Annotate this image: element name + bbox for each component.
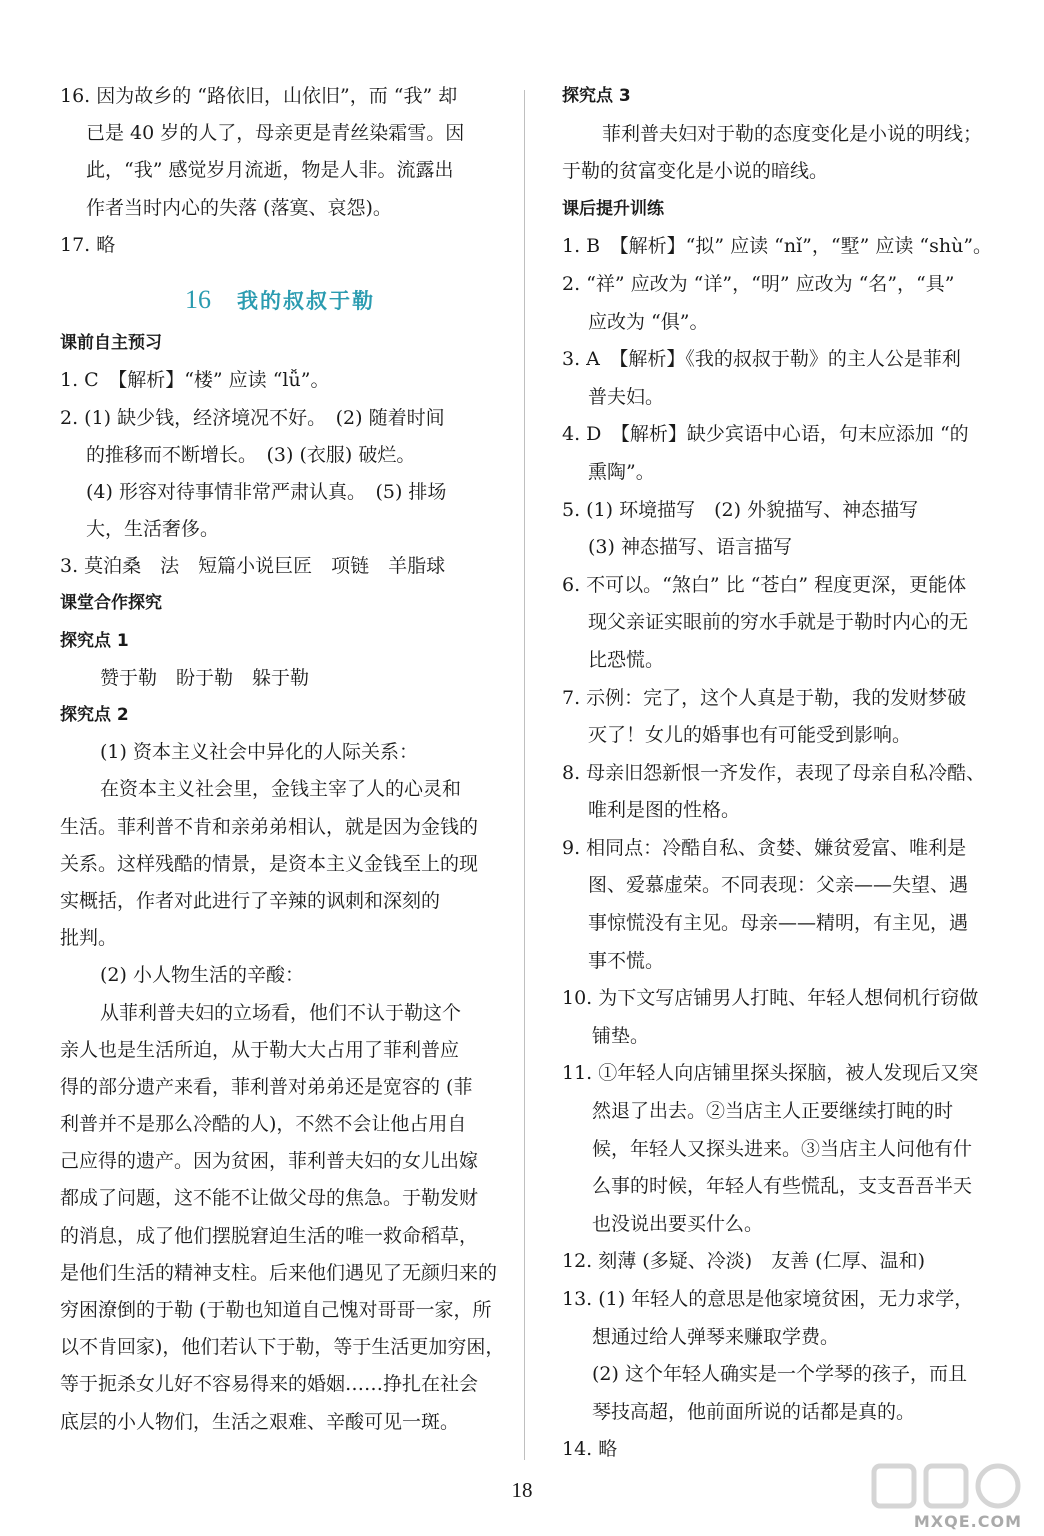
text-line: 从菲利普夫妇的立场看，他们不认于勒这个 xyxy=(100,1001,462,1024)
text-line: 6. 不可以。“煞白” 比 “苍白” 程度更深，更能体 xyxy=(562,573,967,596)
text-line: 灭了！女儿的婚事也有可能受到影响。 xyxy=(588,724,912,747)
text-line: 4. D 【解析】缺少宾语中心语，句末应添加 “的 xyxy=(562,423,969,446)
text-line: 3. 莫泊桑 法 短篇小说巨匠 项链 羊脂球 xyxy=(60,555,446,578)
text-line: 12. 刻薄 (多疑、冷淡) 友善 (仁厚、温和) xyxy=(562,1250,925,1273)
lesson-number: 16 xyxy=(185,284,211,314)
text-line: 菲利普夫妇对于勒的态度变化是小说的明线； xyxy=(602,122,983,145)
text-line: 唯利是图的性格。 xyxy=(588,799,741,822)
text-line: 3. A 【解析】《我的叔叔于勒》的主人公是菲利 xyxy=(562,348,961,371)
text-line: (3) 神态描写、语言描写 xyxy=(588,536,792,559)
text-line: 11. ①年轻人向店铺里探头探脑，被人发现后又突 xyxy=(562,1062,979,1085)
text-line: 的推移而不断增长。 (3) (衣服) 破烂。 xyxy=(86,443,416,466)
text-line: 以不肯回家)，他们若认下于勒，等于生活更加穷困， xyxy=(60,1336,505,1359)
text-line: 么事的时候，年轻人有些慌乱，支支吾吾半天 xyxy=(592,1175,973,1198)
text-line: 实概括，作者对此进行了辛辣的讽刺和深刻的 xyxy=(60,889,441,912)
text-line: (2) 这个年轻人确实是一个学琴的孩子，而且 xyxy=(592,1363,967,1386)
text-line: 7. 示例：完了，这个人真是于勒，我的发财梦破 xyxy=(562,686,967,709)
text-line: 关系。这样残酷的情景，是资本主义金钱至上的现 xyxy=(60,852,479,875)
text-line: 5. (1) 环境描写 (2) 外貌描写、神态描写 xyxy=(562,498,919,521)
text-line: 都成了问题，这不能不让做父母的焦急。于勒发财 xyxy=(60,1187,479,1210)
text-line: 也没说出要买什么。 xyxy=(592,1212,764,1235)
text-line: (1) 资本主义社会中异化的人际关系： xyxy=(100,741,418,764)
left-column xyxy=(60,78,505,1441)
text-line: 己应得的遗产。因为贫困，菲利普夫妇的女儿出嫁 xyxy=(60,1150,479,1173)
text-line: 批判。 xyxy=(60,927,118,950)
text-line: 现父亲证实眼前的穷水手就是于勒时内心的无 xyxy=(588,611,969,634)
text-line: 比恐慌。 xyxy=(588,648,665,671)
text-line: 1. C 【解析】“楼” 应读 “lǚ”。 xyxy=(60,369,330,392)
text-line: 候，年轻人又探头进来。③当店主人问他有什 xyxy=(592,1137,973,1160)
text-line: 利普并不是那么冷酷的人)，不然不会让他占用自 xyxy=(60,1113,467,1136)
text-line: 在资本主义社会里，金钱主宰了人的心灵和 xyxy=(100,778,462,801)
column-divider xyxy=(524,90,525,1460)
text-line: 10. 为下文写店铺男人打盹、年轻人想伺机行窃做 xyxy=(562,987,979,1010)
text-line: 普夫妇。 xyxy=(588,385,665,408)
lesson-title xyxy=(60,274,500,325)
text-line: 13. (1) 年轻人的意思是他家境贫困，无力求学， xyxy=(562,1288,974,1310)
text-line: 铺垫。 xyxy=(592,1024,650,1047)
text-line: 底层的小人物们，生活之艰难、辛酸可见一斑。 xyxy=(60,1410,460,1433)
text-line: 穷困潦倒的于勒 (于勒也知道自己愧对哥哥一家，所 xyxy=(60,1299,492,1321)
text-line: 得的部分遗产来看，菲利普对弟弟还是宽容的 (菲 xyxy=(60,1075,473,1098)
text-line: 亲人也是生活所迫，从于勒大大占用了菲利普应 xyxy=(60,1038,460,1061)
text-line: 作者当时内心的失落 (落寞、哀怨)。 xyxy=(86,196,392,219)
text-line: 想通过给人弹琴来赚取学费。 xyxy=(592,1325,840,1348)
text-line: 9. 相同点：冷酷自私、贪婪、嫌贫爱富、唯利是 xyxy=(562,836,967,859)
text-line: 17. 略 xyxy=(60,233,116,256)
lesson-name: 我的叔叔于勒 xyxy=(237,288,375,313)
text-line: 应改为 “俱”。 xyxy=(588,310,709,333)
text-line: 16. 因为故乡的 “路依旧，山依旧”，而 “我” 却 xyxy=(60,85,458,107)
watermark-text: MXQE.COM xyxy=(913,1512,1022,1531)
page-number: 18 xyxy=(511,1478,533,1502)
text-line: 8. 母亲旧怨新恨一齐发作，表现了母亲自私冷酷、 xyxy=(562,761,986,784)
section-heading: 探究点 2 xyxy=(60,705,129,725)
text-line: 此，“我” 感觉岁月流逝，物是人非。流露出 xyxy=(86,159,454,182)
text-line: 熏陶”。 xyxy=(588,460,655,483)
text-line: 事不慌。 xyxy=(588,949,665,972)
text-line: 生活。菲利普不肯和亲弟弟相认，就是因为金钱的 xyxy=(60,815,479,838)
text-line: 已是 40 岁的人了，母亲更是青丝染霜雪。因 xyxy=(86,122,465,145)
text-line: 琴技高超，他前面所说的话都是真的。 xyxy=(592,1400,916,1423)
right-column xyxy=(562,78,1002,1469)
section-heading: 课前自主预习 xyxy=(60,333,162,354)
text-line: 14. 略 xyxy=(562,1438,618,1461)
section-heading: 探究点 3 xyxy=(562,86,631,106)
text-line: (4) 形容对待事情非常严肃认真。 (5) 排场 xyxy=(86,480,447,503)
section-heading: 课后提升训练 xyxy=(562,198,664,219)
section-heading: 课堂合作探究 xyxy=(60,593,162,614)
text-line: 等于扼杀女儿好不容易得来的婚姻……挣扎在社会 xyxy=(60,1373,479,1396)
text-line: 然退了出去。②当店主人正要继续打盹的时 xyxy=(592,1100,954,1123)
text-line: 1. B 【解析】“拟” 应读 “nǐ”，“墅” 应读 “shù”。 xyxy=(562,235,993,258)
text-line: (2) 小人物生活的辛酸： xyxy=(100,964,304,987)
text-line: 于勒的贫富变化是小说的暗线。 xyxy=(562,160,829,183)
text-line: 的消息，成了他们摆脱窘迫生活的唯一救命稻草， xyxy=(60,1224,479,1247)
text-line: 是他们生活的精神支柱。后来他们遇见了无颜归来的 xyxy=(60,1261,498,1284)
text-line: 事惊慌没有主见。母亲——精明，有主见，遇 xyxy=(588,912,969,935)
text-line: 2. “祥” 应改为 “详”，“明” 应改为 “名”，“具” xyxy=(562,272,955,295)
section-heading: 探究点 1 xyxy=(60,630,129,651)
text-line: 2. (1) 缺少钱，经济境况不好。 (2) 随着时间 xyxy=(60,406,445,429)
text-line: 图、爱慕虚荣。不同表现：父亲——失望、遇 xyxy=(588,874,969,897)
text-line: 赞于勒 盼于勒 躲于勒 xyxy=(100,666,310,689)
text-line: 大，生活奢侈。 xyxy=(86,518,220,541)
